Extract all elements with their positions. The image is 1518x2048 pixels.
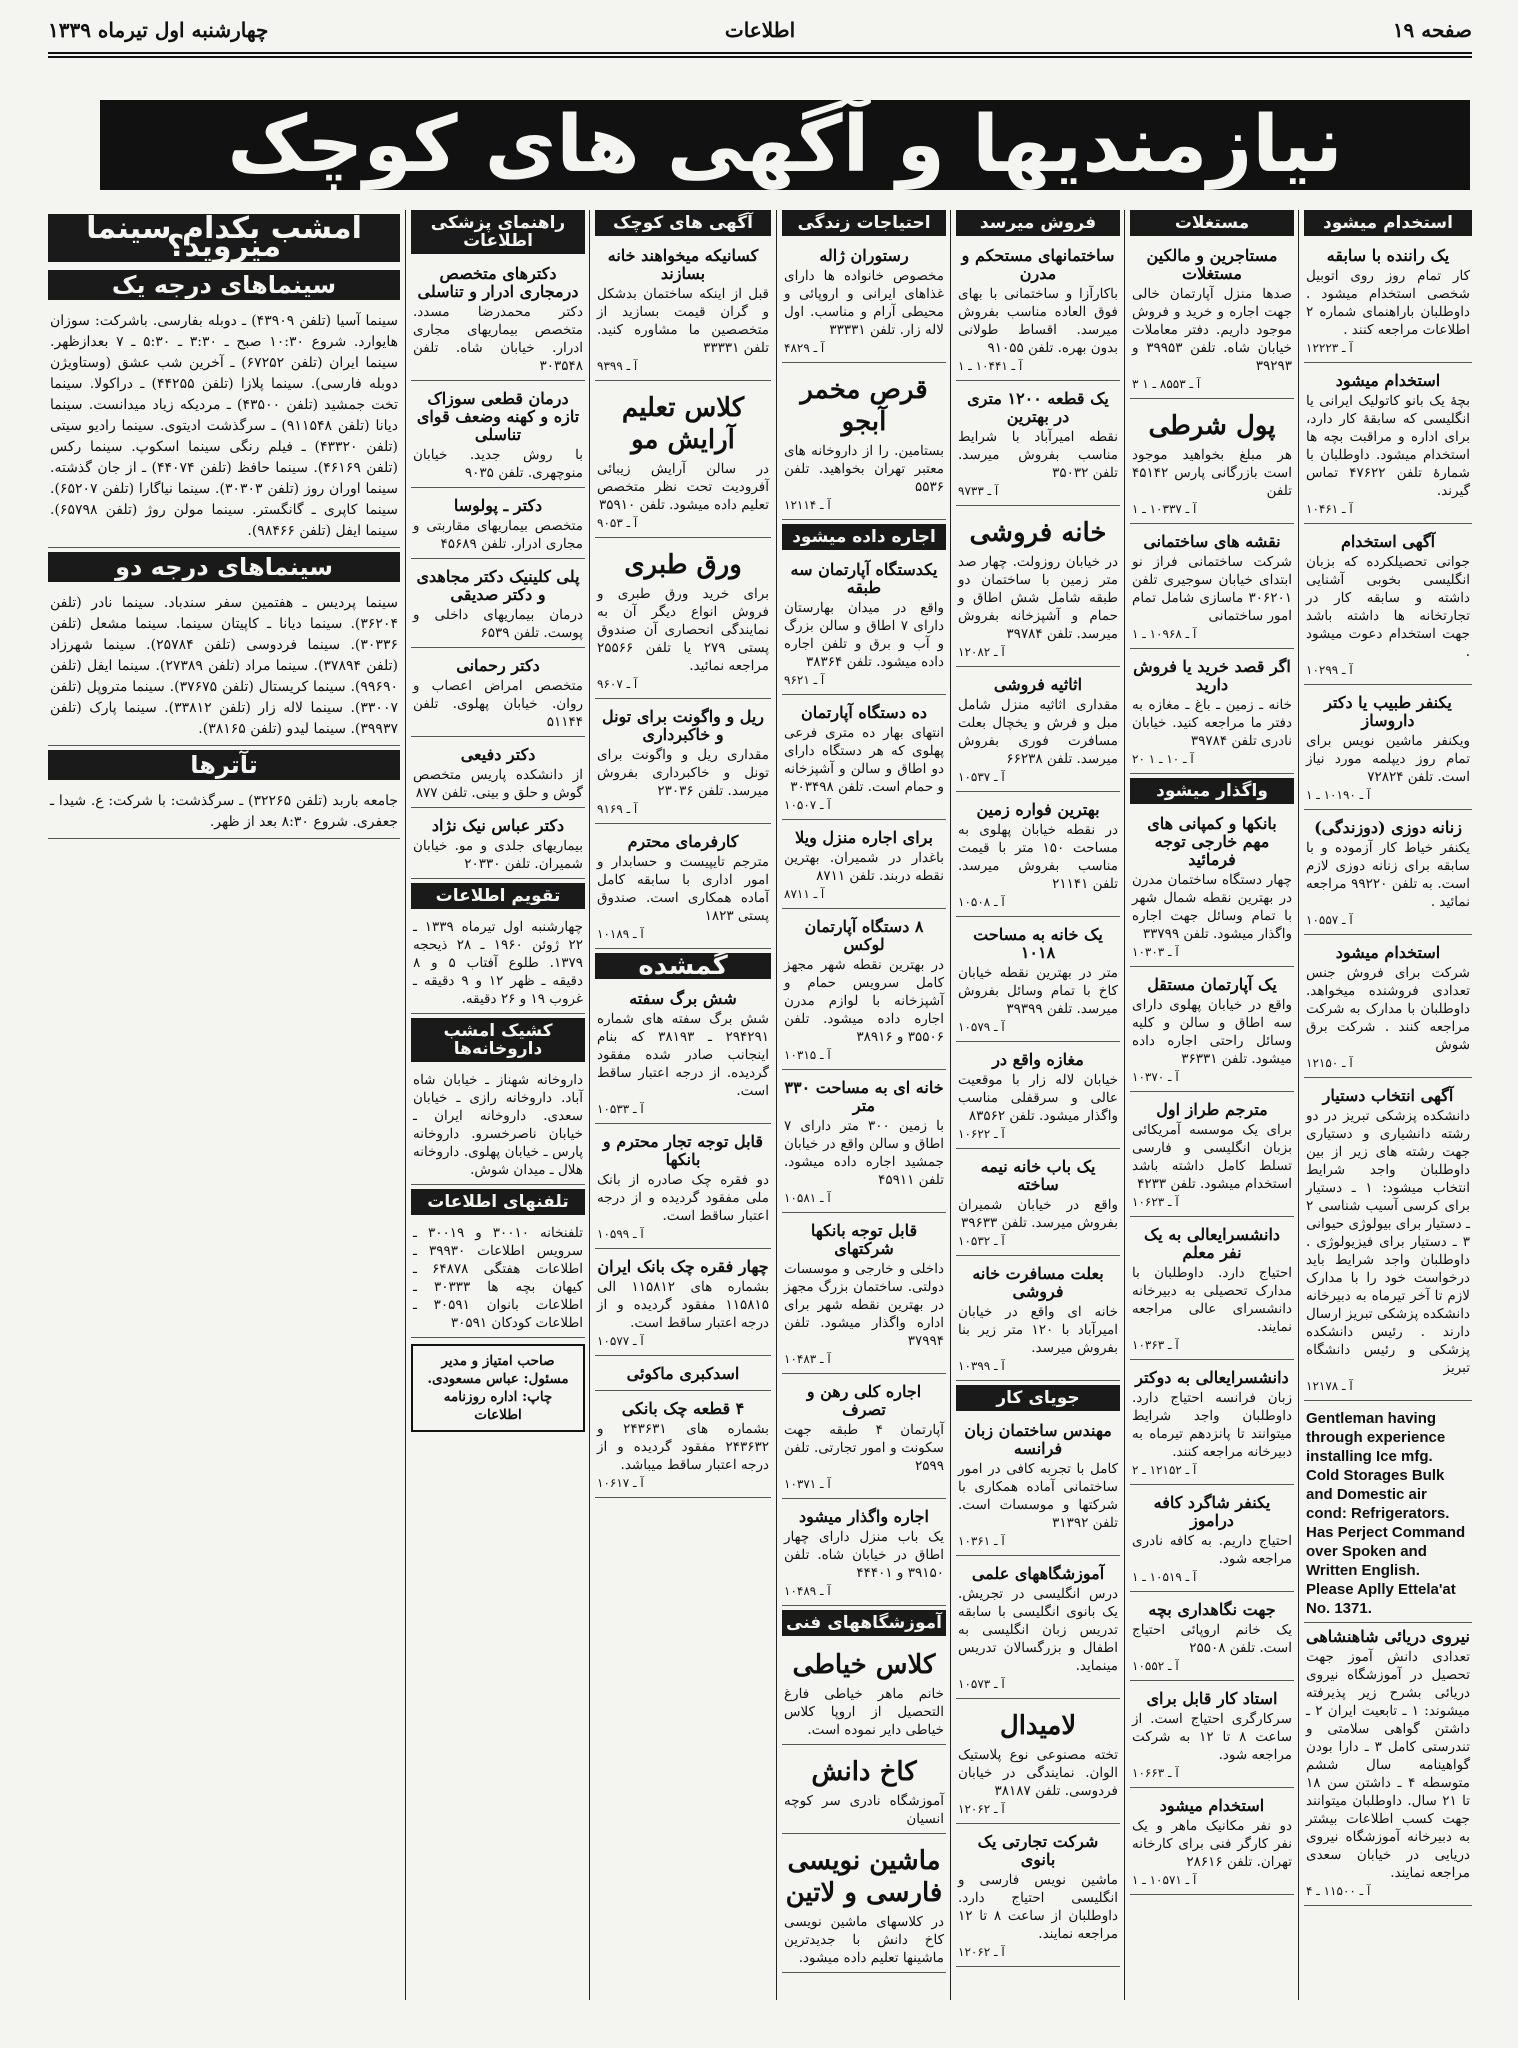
ad-code: آ ـ ۹۶۰۷ <box>597 677 638 691</box>
classified-ad <box>956 1703 1120 1824</box>
classified-ad <box>782 1749 946 1834</box>
issue-date: چهارشنبه اول تیرماه ۱۳۳۹ <box>48 18 269 42</box>
theater-listings: جامعه باربد (تلفن ۳۲۲۶۵) ـ سرگذشت: با شرکت: ع. شیدا ـ جعفری. شروع ۸:۳۰ بعد از ظهر. <box>48 788 400 839</box>
ad-text: احتیاج داریم. به کافه نادری مراجعه شود. <box>1132 1533 1292 1567</box>
ad-code: آ ـ ۱۲۱۵۲ ـ ۲ <box>1132 1463 1197 1477</box>
page-number: صفحه ۱۹ <box>1392 18 1472 42</box>
navy-recruitment-ad <box>1304 1623 1472 1906</box>
ad-code: آ ـ ۹۶۲۱ <box>784 673 825 687</box>
ad-heading: یکنفر شاگرد کافه دراموز <box>1153 1493 1271 1530</box>
ad-heading: استخدام میشود <box>1159 1796 1265 1815</box>
ad-code: آ ـ ۱۰۵۹۹ <box>597 1227 644 1241</box>
ad-text: صدها منزل آپارتمان خالی جهت اجاره و خرید و فروش موجود داریم. دفتر معاملات خیابان شاه. تلفن ۳۹۹۵۳ و ۳۹۲۹۳ <box>1132 286 1293 374</box>
ad-text: نقطه امیرآباد با شرایط مناسب بفروش میرسد. تلفن ۳۵۰۳۲ <box>958 429 1118 481</box>
ad-heading: درمان قطعی سوزاک تازه و کهنه وضعف قوای تناسلی <box>416 389 580 444</box>
ad-heading: پول شرطی <box>1148 411 1276 441</box>
classified-ad <box>1304 689 1472 810</box>
classified-ad <box>956 510 1120 667</box>
ad-code: آ ـ ۱۰۳۷۱ <box>784 1477 831 1491</box>
ad-code: آ ـ ۱۲۰۶۲ <box>958 1945 1005 1959</box>
classified-ad <box>782 1378 946 1499</box>
ad-code: آ ـ ۱۰۳۳۷ ـ ۱ <box>1132 502 1197 516</box>
classified-ad <box>956 1560 1120 1699</box>
ad-heading: جهت نگاهداری بچه <box>1148 1600 1276 1619</box>
ad-code: آ ـ ۱۰۳۷۰ <box>1132 1070 1179 1084</box>
ad-text: تخته مصنوعی نوع پلاستیک الوان. نمایندگی در خیابان فردوسی. تلفن ۳۸۱۸۷ <box>958 1747 1118 1799</box>
ad-text: یک باب منزل دارای چهار اطاق در خیابان شاه. تلفن ۳۹۱۵۰ و ۴۴۴۰۱ <box>784 1529 944 1581</box>
ad-heading: چهار فقره چک بانک ایران <box>597 1257 769 1276</box>
ad-code: آ ـ ۱۰۵۰۸ <box>958 895 1005 909</box>
ad-code: آ ـ ۱۲۱۵۰ <box>1306 1056 1353 1070</box>
ad-text: در نقطه خیابان پهلوی به مساحت ۱۵۰ متر با قیمت مناسب بفروش میرسد. تلفن ۲۱۱۴۱ <box>958 822 1118 892</box>
ad-text: در سالن آرایش زیبائی آفرودیت تحت نظر متخصص تعلیم داده میشود. تلفن ۳۵۹۱۰ <box>597 461 769 513</box>
ad-code: آ ـ ۱۲۲۲۳ <box>1306 341 1353 355</box>
ad-code: آ ـ ۱۰۴۸۳ <box>784 1352 831 1366</box>
section-header-job-seekers: جویای کار <box>956 1385 1120 1411</box>
ad-text: تعدادی دانش آموز جهت تحصیل در آموزشگاه نیروی دریائی بشرح زیر پذیرفته میشوند: ۱ ـ تابعیت ایران ۲ ـ داشتن گواهی سلامتی و تندرستی کامل ۳ ـ دارا بودن گواهینامه سال ششم متوسطه ۴ ـ داشتن سن ۱۸ تا ۲۱ سال. داوطلبان میتوانند جهت کسب اطلاعات بیشتر به دبیرخانه آموزشگاه نیروی دریایی در خیابان سعدی مراجعه نمایند. <box>1306 1649 1470 1881</box>
ad-code: آ ـ ۱۰۵۷۷ <box>597 1334 644 1348</box>
column-necessities <box>782 210 946 2010</box>
ad-code: آ ـ ۱۰۴۶۱ <box>1306 502 1353 516</box>
theaters-header: تآترها <box>48 750 400 780</box>
ad-text: واقع در میدان بهارستان دارای ۷ اطاق و سالن بزرگ و آب و برق و تلفن اجاره داده میشود. تلفن ۳۸۳۶۴ <box>784 600 945 670</box>
ad-text: متخصص امراض اعصاب و روان. خیابان پهلوی. تلفن ۵۱۱۴۴ <box>413 678 583 730</box>
ad-text: شش برگ سفته های شماره ۲۹۴۲۹۱ ـ ۳۸۱۹۳ که بنام اینجانب صادر شده مفقود گردیده. از درجه اعتبار ساقط است. <box>597 1011 769 1099</box>
ad-code: آ ـ ۱۰۳۶۳ <box>1132 1338 1179 1352</box>
ad-code: آ ـ ۱۰۳۹۹ <box>958 1359 1005 1373</box>
ad-text: شرکت برای فروش جنس تعدادی فروشنده میخواهد. داوطلبان با مدارک به شرکت مراجعه کنند . شرکت برق شوش <box>1306 965 1470 1053</box>
classified-ad <box>1304 1082 1472 1401</box>
ad-code: آ ـ ۱۰۳۶۱ <box>958 1534 1005 1548</box>
classified-ad <box>782 1074 946 1213</box>
second-class-cinemas-header: سینماهای درجه دو <box>48 552 400 582</box>
ad-heading: دکترهای متخصص درمجاری ادرار و تناسلی <box>417 264 579 301</box>
ad-text: داخلی و خارجی و موسسات دولتی. ساختمان بزرگ مجهز در بهترین نقطه شهر برای اداره واگذار میشود. تلفن ۳۷۹۹۴ <box>784 1261 944 1349</box>
ad-heading: نیروی دریائی شاهنشاهی <box>1306 1627 1470 1646</box>
classified-ad <box>1304 528 1472 685</box>
column-divider <box>405 210 406 2000</box>
ad-heading: دکتر ـ پولوسا <box>453 496 543 515</box>
ad-heading: یکدستگاه آپارتمان سه طبقه <box>790 560 938 597</box>
ad-code: آ ـ ۱۰۶۱۷ <box>597 1476 644 1490</box>
ad-code: آ ـ ۸۷۱۱ <box>784 887 825 901</box>
top-bar <box>48 18 1472 48</box>
column-divider <box>776 210 777 2000</box>
ad-code: آ ـ ۱۰۳۱۵ <box>784 1048 831 1062</box>
classified-ad <box>595 985 771 1124</box>
ad-code: آ ـ ۱۰۴۴۱ ـ ۱ <box>958 359 1023 373</box>
ad-heading: ساختمانهای مستحکم و مدرن <box>961 246 1115 283</box>
column-cinemas <box>48 210 400 2010</box>
classified-ad <box>1130 971 1294 1092</box>
masthead: نیازمندیها و آگهی های کوچک <box>100 100 1470 190</box>
classified-ad <box>956 796 1120 917</box>
ad-text: بشماره های ۲۴۳۶۳۱ و ۲۴۳۶۳۲ مفقود گردیده و از درجه اعتبار ساقط میباشد. <box>597 1421 769 1473</box>
cinema-listings: سینما پردیس ـ هفتمین سفر سندباد. سینما نادر (تلفن ۳۶۲۰۴). سینما دیانا ـ کاپیتان سینما. سینما مشعل (تلفن ۳۰۳۳۶). سینما فردوسی (تلفن ۲۵۷۸۴). سینما شهرزاد (تلفن ۳۷۸۹۴). سینما مراد (تلفن ۲۷۳۸۹). سینما ایفل (تلفن ۹۹۶۹۰). سینما کریستال (تلفن ۳۷۶۷۵). سینما متروپل (تلفن ۳۳۰۰۷). سینما لاله زار (تلفن ۳۳۸۱۲). سینما پارک (تلفن ۳۹۹۳۷). سینما لیدو (تلفن ۳۸۱۶۵). <box>48 590 400 746</box>
cinema-listings: سینما آسیا (تلفن ۴۳۹۰۹) ـ دوبله بفارسی. باشرکت: سوزان هایوارد. شروع ۱۰:۳۰ صبح ـ ۳:۳۰ ـ ۵:۳۰ ـ ۷ بعدازظهر. سینما ایران (تلفن ۶۷۲۵۲) ـ آخرین شب عشق (وستاویژن دوبله فارسی). سینما پلازا (تلفن ۴۴۲۵۵) ـ دراکولا. سینما تخت جمشید (تلفن ۴۳۵۰۰) ـ مردیکه زیاد میدانست. سینما دیانا (تلفن ۹۱۱۵۴۸) ـ سرگذشت ادیتوی. سینما رادیو سیتی (تلفن ۴۳۳۲۰) ـ فیلم رنگی سینما اسکوپ. سینما رکس (تلفن ۴۶۱۶۹). سینما حافظ (تلفن ۴۴۰۷۴) ـ از جان گذشته. سینما اوران روز (تلفن ۳۰۳۰۳). سینما نیاگارا (تلفن ۶۵۲۰۷). سینما کاپری ـ گانگستر. سینما مولن روژ (تلفن ۶۵۷۹۸). سینما ایفل (تلفن ۹۸۴۶۶). <box>48 308 400 548</box>
ad-text: درس انگلیسی در تجریش. یک بانوی انگلیسی با سابقه تدریس زبان انگلیسی به اطفال و بزرگسالان تدریس مینماید. <box>958 1586 1118 1674</box>
classified-ad <box>411 563 585 648</box>
ad-text: چهار دستگاه ساختمان مدرن در بهترین نقطه شمال شهر با تمام وسائل جهت اجاره واگذار میشود. تلفن ۳۳۷۹۹ <box>1132 872 1292 942</box>
classified-ad <box>595 1360 771 1391</box>
ad-heading: قرص مخمر آبجو <box>800 375 928 437</box>
classified-ad <box>1130 1364 1294 1485</box>
ad-heading: استخدام میشود <box>1335 371 1441 390</box>
ad-code: آ ـ ۱۱۵۰۰ ـ ۴ <box>1306 1884 1371 1898</box>
ad-heading: دانشسرایعالی به دوکتر <box>1135 1368 1289 1387</box>
classified-ad <box>1304 367 1472 524</box>
column-divider <box>1124 210 1125 2000</box>
section-header-pharmacies: کشیک امشب داروخانه‌ها <box>411 1018 585 1062</box>
ad-heading: بهترین فواره زمین <box>976 800 1100 819</box>
ad-code: آ ـ ۱۲۰۸۲ <box>958 645 1005 659</box>
ad-text: متخصص بیماریهای مقاربتی و مجاری ادرار. تلفن ۴۵۶۸۹ <box>413 518 583 552</box>
section-header-small-ads: آگهی های کوچک <box>595 210 771 236</box>
ad-code: آ ـ ۹۳۹۹ <box>597 359 638 373</box>
classified-ad <box>595 1395 771 1498</box>
section-header-real-estate: مستغلات <box>1130 210 1294 236</box>
ad-text: در خیابان روزولت. چهار صد متر زمین با ساختمان دو طبقه شامل شش اطاق و حمام و آشپزخانه بفروش میرسد. تلفن ۳۹۷۸۴ <box>958 554 1118 642</box>
ad-code: آ ـ ۱۰۵۳۲ <box>958 1234 1005 1248</box>
ad-heading: مغازه واقع در <box>992 1050 1084 1069</box>
classified-ad <box>956 1046 1120 1149</box>
ad-heading: ۴ قطعه چک بانکی <box>621 1399 745 1418</box>
ad-heading: مهندس ساختمان زبان فرانسه <box>964 1421 1112 1458</box>
ad-text: هر مبلغ بخواهید موجود است بازرگانی پارس ۴۵۱۴۲ تلفن <box>1132 447 1292 499</box>
ad-heading: یک آپارتمان مستقل <box>1147 975 1277 994</box>
ad-code: آ ـ ۱۰۶۲۲ <box>958 1127 1005 1141</box>
ad-code: آ ـ ۱۲۱۱۴ <box>784 498 831 512</box>
ad-heading: مستاجرین و مالکین مستغلات <box>1146 246 1278 283</box>
ad-text: احتیاج دارد. داوطلبان با مدارک تحصیلی به دبیرخانه دانشسرای عالی مراجعه نمایند. <box>1132 1265 1292 1335</box>
ad-heading: زنانه دوزی (دوزندگی) <box>1314 818 1462 837</box>
ad-text: سرکارگری احتیاج است. از ساعت ۸ تا ۱۲ به شرکت مراجعه شود. <box>1132 1711 1293 1763</box>
section-header-medical-guide: راهنمای پزشکی اطلاعات <box>411 210 585 254</box>
ad-heading: اجاره واگذار میشود <box>799 1507 929 1526</box>
ad-text: برای یک موسسه آمریکائی بزبان انگلیسی و فارسی تسلط کامل داشته باشد استخدام میشود. تلفن ۴۲۳۳ <box>1132 1122 1292 1192</box>
classified-ad <box>956 671 1120 792</box>
ad-heading: مترجم طراز اول <box>1156 1100 1268 1119</box>
ad-code: آ ـ ۱۰۱۸۹ <box>597 927 644 941</box>
ad-code: آ ـ ۱۰۵۵۲ <box>1132 1659 1179 1673</box>
ad-text: باغدار در شمیران. بهترین نقطه دربند. تلفن ۸۷۱۱ <box>784 850 944 884</box>
first-class-cinemas-header: سینماهای درجه یک <box>48 270 400 300</box>
classified-ad <box>411 385 585 488</box>
ad-heading: یک باب خانه نیمه ساخته <box>980 1157 1096 1194</box>
classified-ad <box>1130 403 1294 524</box>
ad-code: آ ـ ۹۰۵۳ <box>597 516 638 530</box>
section-header-calendar: تقویم اطلاعات <box>411 883 585 909</box>
ad-code: آ ـ ۱۲۰۶۲ <box>958 1802 1005 1816</box>
ad-code: آ ـ ۱۰۵۷۳ <box>958 1677 1005 1691</box>
ad-code: آ ـ ۱۰۱۹۰ ـ ۱ <box>1306 788 1371 802</box>
classified-ad <box>956 1828 1120 1967</box>
ad-heading: اگر قصد خرید یا فروش دارید <box>1133 657 1291 694</box>
ad-heading: یک قطعه ۱۲۰۰ متری در بهترین <box>967 389 1109 426</box>
ad-heading: کلاس خیاطی <box>792 1650 936 1680</box>
classified-ad <box>595 542 771 699</box>
ad-heading: کارفرمای محترم <box>627 832 739 851</box>
ad-code: آ ـ ۱۰۵۵۷ <box>1306 913 1353 927</box>
ad-code: آ ـ ۱۰۴۸۹ <box>784 1584 831 1598</box>
classified-ad <box>411 260 585 381</box>
ad-text: شرکت ساختمانی فراز نو ابتدای خیابان سوجیری تلفن ۳۰۶۲۰۱ ماسازی شامل تمام امور ساختمانی <box>1132 554 1292 624</box>
ad-text: دانشکده پزشکی تبریز در دو رشته دانشیاری و دستیاری جهت رشته های زیر از بین داوطلبان واجد شرایط انتخاب میشود: ۱ ـ دستیار برای کرسی آسیب شناسی ۲ ـ دستیار برای بیولوژی حیوانی ۳ ـ دستیار برای فیزیولوژی . داوطلبان واجد شرایط باید درخواست خود را با مدارک لازم تا آخر تیرماه به دبیرخانه دانشکده پزشکی تبریز ارسال دارند . رئیس دانشکده پزشکی و رئیس دانشگاه تبریز <box>1306 1108 1470 1376</box>
top-rule <box>48 52 1472 54</box>
ad-text: دکتر محمدرضا مسدد. متخصص بیماریهای مجاری ادرار. خیابان شاه. تلفن ۳۰۳۵۴۸ <box>413 304 583 374</box>
ad-text: در کلاسهای ماشین نویسی کاخ دانش با جدیدترین ماشینها تعلیم داده میشود. <box>784 1914 944 1966</box>
section-header-lost: گمشده <box>595 953 771 979</box>
ad-text: مخصوص خانواده ها دارای غذاهای ایرانی و اروپائی و محیطی آرام و مناسب. اول لاله زار. تلفن ۳۳۳۳۱ <box>784 268 944 338</box>
english-ad: Gentleman having through experience installing Ice mfg. Cold Storages Bulk and Domestic air cond: Refrigerators. Has Perject Command over Spoken and Written English. Please Aplly Ettela'at No. 1371. <box>1304 1405 1472 1623</box>
ad-text: کار تمام روز روی اتوبیل شخصی استخدام میشود . داوطلبان باراهنمای شماره ۲ اطلاعات مراجعه کنند . <box>1306 268 1470 338</box>
ad-heading: آموزشگاههای علمی <box>971 1564 1105 1583</box>
classified-ad <box>1130 242 1294 399</box>
ad-code: آ ـ ۴۸۲۹ <box>784 341 825 355</box>
column-employment <box>1304 210 1472 2010</box>
classified-ad <box>595 385 771 538</box>
classified-ad <box>956 1153 1120 1256</box>
section-header-phones: تلفنهای اطلاعات <box>411 1189 585 1215</box>
ad-text: ماشین نویس فارسی و انگلیسی احتیاج دارد. داوطلبان از ساعت ۸ تا ۱۲ مراجعه نمایند. <box>958 1872 1119 1942</box>
cinema-section-title: امشب بکدام سینما میروید؟ <box>48 214 400 262</box>
ad-code: آ ـ ۹۱۶۹ <box>597 802 638 816</box>
classified-ad <box>1130 653 1294 774</box>
ad-heading: قابل توجه بانکها شرکتهای <box>810 1221 918 1258</box>
ad-code: آ ـ ۱۰۵۸۱ <box>784 1191 831 1205</box>
ad-heading: دکتر رحمانی <box>456 656 540 675</box>
ad-heading: دکتر دفیعی <box>460 745 536 764</box>
ad-text: جوانی تحصیلکرده که بزبان انگلیسی بخوبی آشنایی داشته و سابقه کار در تجارتخانه ها داشته باشد جهت استخدام دعوت میشود . <box>1306 554 1470 660</box>
pharmacies-text: داروخانه شهناز ـ خیابان شاه آباد. داروخانه رازی ـ خیابان سعدی. داروخانه ایران ـ خیابان ناصرخسرو. داروخانه پارس ـ خیابان پهلوی. داروخانه هلال ـ میدان شوش. <box>411 1068 585 1185</box>
ad-heading: استخدام میشود <box>1335 943 1441 962</box>
ad-code: آ ـ ۱۰۹۶۸ ـ ۱ <box>1132 627 1197 641</box>
classified-ad <box>956 1260 1120 1381</box>
ad-code: آ ـ ۱۰۵۳۷ <box>958 770 1005 784</box>
classified-ad <box>782 367 946 520</box>
ad-text: از دانشکده پاریس متخصص گوش و حلق و بینی. تلفن ۸۷۷ <box>413 767 583 801</box>
ad-heading: یکنفر طبیب یا دکتر داروساز <box>1324 693 1452 730</box>
classified-ad <box>1130 1792 1294 1895</box>
column-small-ads <box>595 210 771 2010</box>
classified-ad <box>1130 1596 1294 1681</box>
ad-heading: ده دستگاه آپارتمان <box>801 703 927 722</box>
classified-ad <box>782 1503 946 1606</box>
ad-heading: خانه ای به مساحت ۳۳۰ متر <box>784 1078 944 1115</box>
classified-ad <box>1130 528 1294 649</box>
ad-text: باکارآزا و ساختمانی با بهای فوق العاده مناسب بفروش میرسد. اقساط طولانی بدون بهره. تلفن ۹۱۰۵۵ <box>958 286 1118 356</box>
classified-ad <box>1304 939 1472 1078</box>
ad-text: مترجم تایپیست و حسابدار و امور اداری با سابقه کامل آماده همکاری است. صندوق پستی ۱۸۲۳ <box>597 854 769 924</box>
section-header-for-sale: فروش میرسد <box>956 210 1120 236</box>
ad-text: با روش جدید. خیابان منوچهری. تلفن ۹۰۳۵ <box>413 447 583 481</box>
ad-text: خانه ـ زمین ـ باغ ـ مغازه به دفتر ما مراجعه کنید. خیابان نادری تلفن ۳۹۷۸۴ <box>1132 697 1292 749</box>
ad-heading: شرکت تجارتی یک بانوی <box>977 1832 1099 1869</box>
classified-ad <box>411 741 585 808</box>
classified-ad <box>411 492 585 559</box>
phones-text: تلفنخانه ۳۰۰۱۰ و ۳۰۰۱۹ ـ سرویس اطلاعات ۳۹۹۳۰ ـ اطلاعات هفتگی ۶۴۸۷۸ ـ کیهان بچه ها ۳۰۳۳۳ ـ اطلاعات بانوان ۳۰۵۹۱ ـ اطلاعات کودکان ۳۰۵۹۱ <box>411 1221 585 1338</box>
calendar-text: چهارشنبه اول تیرماه ۱۳۳۹ ـ ۲۲ ژوئن ۱۹۶۰ ـ ۲۸ ذیحجه ۱۳۷۹. طلوع آفتاب ۵ و ۸ دقیقه ـ ظهر ۱۲ و ۹ دقیقه ـ غروب ۱۹ و ۲۶ دقیقه. <box>411 915 585 1014</box>
ad-code: آ ـ ۱۰۵۷۹ <box>958 1020 1005 1034</box>
ad-heading: یک خانه به مساحت ۱۰۱۸ <box>973 925 1103 962</box>
ad-heading: شش برگ سفته <box>629 989 737 1008</box>
ad-heading: آگهی استخدام <box>1340 532 1436 551</box>
ad-text: مقداری ریل و واگونت برای تونل و خاکبرداری بفروش میرسد. تلفن ۲۳۰۳۶ <box>597 747 769 799</box>
ad-heading: ورق طبری <box>624 550 742 580</box>
classified-ad <box>1130 1221 1294 1360</box>
newspaper-name: اطلاعات <box>724 18 796 42</box>
ad-heading: استاد کار قابل برای <box>1146 1689 1278 1708</box>
section-header-technical-schools: آموزشگاههای فنی <box>782 1610 946 1636</box>
section-header-employment: استخدام میشود <box>1304 210 1472 236</box>
column-divider <box>1298 210 1299 2000</box>
ad-text: ویکنفر ماشین نویس برای تمام روز دیپلمه مورد نیاز است. تلفن ۷۲۸۲۴ <box>1306 733 1470 785</box>
classified-ad <box>595 1253 771 1356</box>
ad-heading: ریل و واگونت برای تونل و خاکبرداری <box>601 707 765 744</box>
ad-code: آ ـ ۱۲۱۷۸ <box>1306 1379 1353 1393</box>
classified-ad <box>782 824 946 909</box>
ad-text: در بهترین نقطه شهر مجهز کامل سرویس حمام و آشپزخانه با لوازم مدرن اجاره داده میشود. تلفن ۳۵۵۰۶ و ۳۸۹۱۶ <box>784 957 944 1045</box>
classified-ad <box>782 699 946 820</box>
classified-ad <box>1304 814 1472 935</box>
ad-text: کامل با تجربه کافی در امور ساختمانی آماده همکاری با شرکتها و موسسات است. تلفن ۳۱۳۹۲ <box>958 1461 1118 1531</box>
ad-text: مقداری اثاثیه منزل شامل مبل و فرش و یخچال بعلت مسافرت فوری بفروش میرسد. تلفن ۶۶۲۳۸ <box>958 697 1118 767</box>
ad-heading: رستوران ژاله <box>819 246 909 265</box>
ad-text: برای خرید ورق طبری و فروش انواع دیگر آن به نمایندگی انحصاری آن صندوق پستی ۲۷۹ یا تلفن ۲۵۵۶۶ مراجعه نمائید. <box>597 586 770 674</box>
classified-ad <box>782 1838 946 1973</box>
classified-ad <box>782 242 946 363</box>
ad-text: بستامین. را از داروخانه های معتبر تهران بخواهید. تلفن ۵۵۳۶ <box>784 443 944 495</box>
classified-ad <box>411 652 585 737</box>
section-header-for-lease: واگذار میشود <box>1130 778 1294 804</box>
classified-ad <box>782 913 946 1070</box>
ad-text: خانه ای واقع در خیابان امیرآباد با ۱۲۰ متر زیر بنا بفروش میرسد. <box>958 1304 1118 1356</box>
ad-code: آ ـ ۱۰۳۰۳ <box>1132 945 1179 959</box>
ad-text: آپارتمان ۴ طبقه جهت سکونت و امور تجارتی. تلفن ۲۵۹۹ <box>784 1422 945 1474</box>
classified-ad <box>956 921 1120 1042</box>
ad-text: بچهٔ یک بانو کاتولیک ایرانی یا انگلیسی که سابقهٔ کار دارد، برای اداره و مراقبت بچه ها استخدام میشود. داوطلبان با شمارهٔ تلفن ۴۷۶۲۲ تماس گیرند. <box>1306 393 1470 499</box>
ad-code: آ ـ ۹۷۳۳ <box>958 484 999 498</box>
ad-code: آ ـ ۱۰۶۶۳ <box>1132 1766 1179 1780</box>
ad-heading: اجاره کلی رهن و تصرف <box>806 1382 922 1419</box>
classified-ad <box>1130 1096 1294 1217</box>
ad-heading: آگهی انتخاب دستیار <box>1322 1086 1454 1105</box>
column-divider <box>589 210 590 2000</box>
ad-text: واقع در خیابان پهلوی دارای سه اطاق و سالن و کلیه وسائل راحتی اجاره داده میشود. تلفن ۳۶۳۳۱ <box>1132 997 1292 1067</box>
ad-code: آ ـ ۸۵۵۳ ـ ۱ ۳ <box>1132 377 1201 391</box>
ad-heading: دانشسرایعالی به یک نفر معلم <box>1143 1225 1281 1262</box>
ad-code: آ ـ ۱۰۵۰۷ <box>784 798 831 812</box>
ad-heading: خانه فروشی <box>969 518 1107 548</box>
ad-text: درمان بیماریهای داخلی و پوست. تلفن ۶۵۳۹ <box>413 607 583 641</box>
section-header-necessities: احتیاجات زندگی <box>782 210 946 236</box>
ad-heading: بانکها و کمپانی های مهم خارجی توجه فرمائید <box>1147 814 1277 869</box>
classified-ad <box>782 556 946 695</box>
ad-heading: دکتر عباس نیک نژاد <box>431 816 565 835</box>
ad-text: متر در بهترین نقطه خیابان کاخ با تمام وسائل بفروش میرسد. تلفن ۳۹۳۹۹ <box>958 965 1118 1017</box>
ad-text: واقع در خیابان شمیران بفروش میرسد. تلفن ۳۹۶۳۳ <box>958 1197 1118 1231</box>
ad-text: انتهای بهار ده متری فرعی پهلوی که هر دستگاه دارای دو اطاق و سالن و آشپزخانه و حمام است. تلفن ۳۰۳۴۹۸ <box>784 725 944 795</box>
ad-text: دو فقره چک صادره از بانک ملی مفقود گردیده و از درجه اعتبار ساقط است. <box>597 1172 769 1224</box>
ad-heading: کلاس تعلیم آرایش مو <box>621 393 745 455</box>
ad-heading: قابل توجه تجار محترم و بانکها <box>602 1132 764 1169</box>
ad-text: یک خانم اروپائی احتیاج است. تلفن ۲۵۵۰۸ <box>1132 1622 1292 1656</box>
classified-ad <box>1130 1489 1294 1592</box>
classified-ad <box>595 703 771 824</box>
ad-heading: لامیدال <box>999 1711 1077 1741</box>
ad-code: آ ـ ۱۰۵۱۹ ـ ۱ <box>1132 1570 1197 1584</box>
classified-ad <box>956 242 1120 381</box>
classified-ad <box>782 1217 946 1374</box>
column-real-estate <box>1130 210 1294 2010</box>
ad-heading: نقشه های ساختمانی <box>1143 532 1281 551</box>
ad-text: با زمین ۳۰۰ متر دارای ۷ اطاق و سالن واقع در خیابان جمشید اجاره داده میشود. تلفن ۴۵۹۱۱ <box>784 1118 944 1188</box>
ad-text: یکنفر خیاط کار آزموده و با سابقه برای زنانه دوزی لازم است. به تلفن ۹۹۲۲۰ مراجعه نمائید . <box>1306 840 1470 910</box>
ad-text: زبان فرانسه احتیاج دارد. داوطلبان واجد شرایط میتوانند تا پانزدهم تیرماه به دبیرخانه مراجعه کنند. <box>1132 1390 1292 1460</box>
ad-heading: اثاثیه فروشی <box>993 675 1083 694</box>
classified-ad <box>595 1128 771 1249</box>
classified-ad <box>956 385 1120 506</box>
classified-ad <box>595 242 771 381</box>
column-medical-guide <box>411 210 585 2010</box>
ad-heading: ماشین نویسی فارسی و لاتین <box>785 1846 943 1908</box>
ad-text: قبل از اینکه ساختمان بدشکل و گران قیمت بسازید از متخصصین ما مشاوره کنید. تلفن ۳۳۳۳۱ <box>597 286 769 356</box>
ad-heading: ۸ دستگاه آپارتمان لوکس <box>804 917 924 954</box>
ad-text: بیماریهای جلدی و مو. خیابان شمیران. تلفن ۲۰۳۳۰ <box>413 838 583 872</box>
ad-text: بشماره های ۱۱۵۸۱۲ الی ۱۱۵۸۱۵ مفقود گردیده و از درجه اعتبار ساقط است. <box>597 1279 769 1331</box>
section-header-for-rent: اجاره داده میشود <box>782 524 946 550</box>
classified-ad <box>595 828 771 949</box>
ad-code: آ ـ ۱۰۵۷۱ ـ ۱ <box>1132 1873 1197 1887</box>
ad-heading: یک راننده با سابقه <box>1326 246 1450 265</box>
column-for-sale <box>956 210 1120 2010</box>
ad-heading: بعلت مسافرت خانه فروشی <box>972 1264 1104 1301</box>
column-divider <box>950 210 951 2000</box>
classified-ad <box>956 1417 1120 1556</box>
ad-code: آ ـ ۱۰ ـ ۱ ۲۰ <box>1132 752 1194 766</box>
ad-text: آموزشگاه نادری سر کوچه انسیان <box>784 1793 944 1827</box>
ad-text: خیابان لاله زار با موقعیت عالی و سرقفلی مناسب واگذار میشود. تلفن ۸۳۵۶۲ <box>958 1072 1118 1124</box>
top-rule-2 <box>48 56 1472 58</box>
classified-ad <box>1130 810 1294 967</box>
ad-heading: اسدکبری ماکوئی <box>626 1364 740 1383</box>
classified-ad <box>1130 1685 1294 1788</box>
ad-heading: کسانیکه میخواهند خانه بسازند <box>607 246 759 283</box>
imprint: صاحب امتیاز و مدیر مسئول: عباس مسعودی. چاپ: اداره روزنامه اطلاعات <box>411 1344 585 1432</box>
classified-ad <box>411 812 585 879</box>
ad-text: خانم ماهر خیاطی فارغ التحصیل از اروپا کلاس خیاطی دایر نموده است. <box>784 1686 944 1738</box>
ad-heading: برای اجاره منزل ویلا <box>795 828 933 847</box>
ad-code: آ ـ ۱۰۶۲۳ <box>1132 1195 1179 1209</box>
ad-heading: کاخ دانش <box>811 1757 917 1787</box>
classified-ad <box>1304 242 1472 363</box>
ad-code: آ ـ ۱۰۲۹۹ <box>1306 663 1353 677</box>
ad-text: دو نفر مکانیک ماهر و یک نفر کارگر فنی برای کارخانه تهران. تلفن ۲۸۶۱۶ <box>1132 1818 1292 1870</box>
ad-heading: پلی کلینیک دکتر مجاهدی و دکتر صدیقی <box>416 567 580 604</box>
ad-code: آ ـ ۱۰۵۳۳ <box>597 1102 644 1116</box>
classified-ad <box>782 1642 946 1745</box>
